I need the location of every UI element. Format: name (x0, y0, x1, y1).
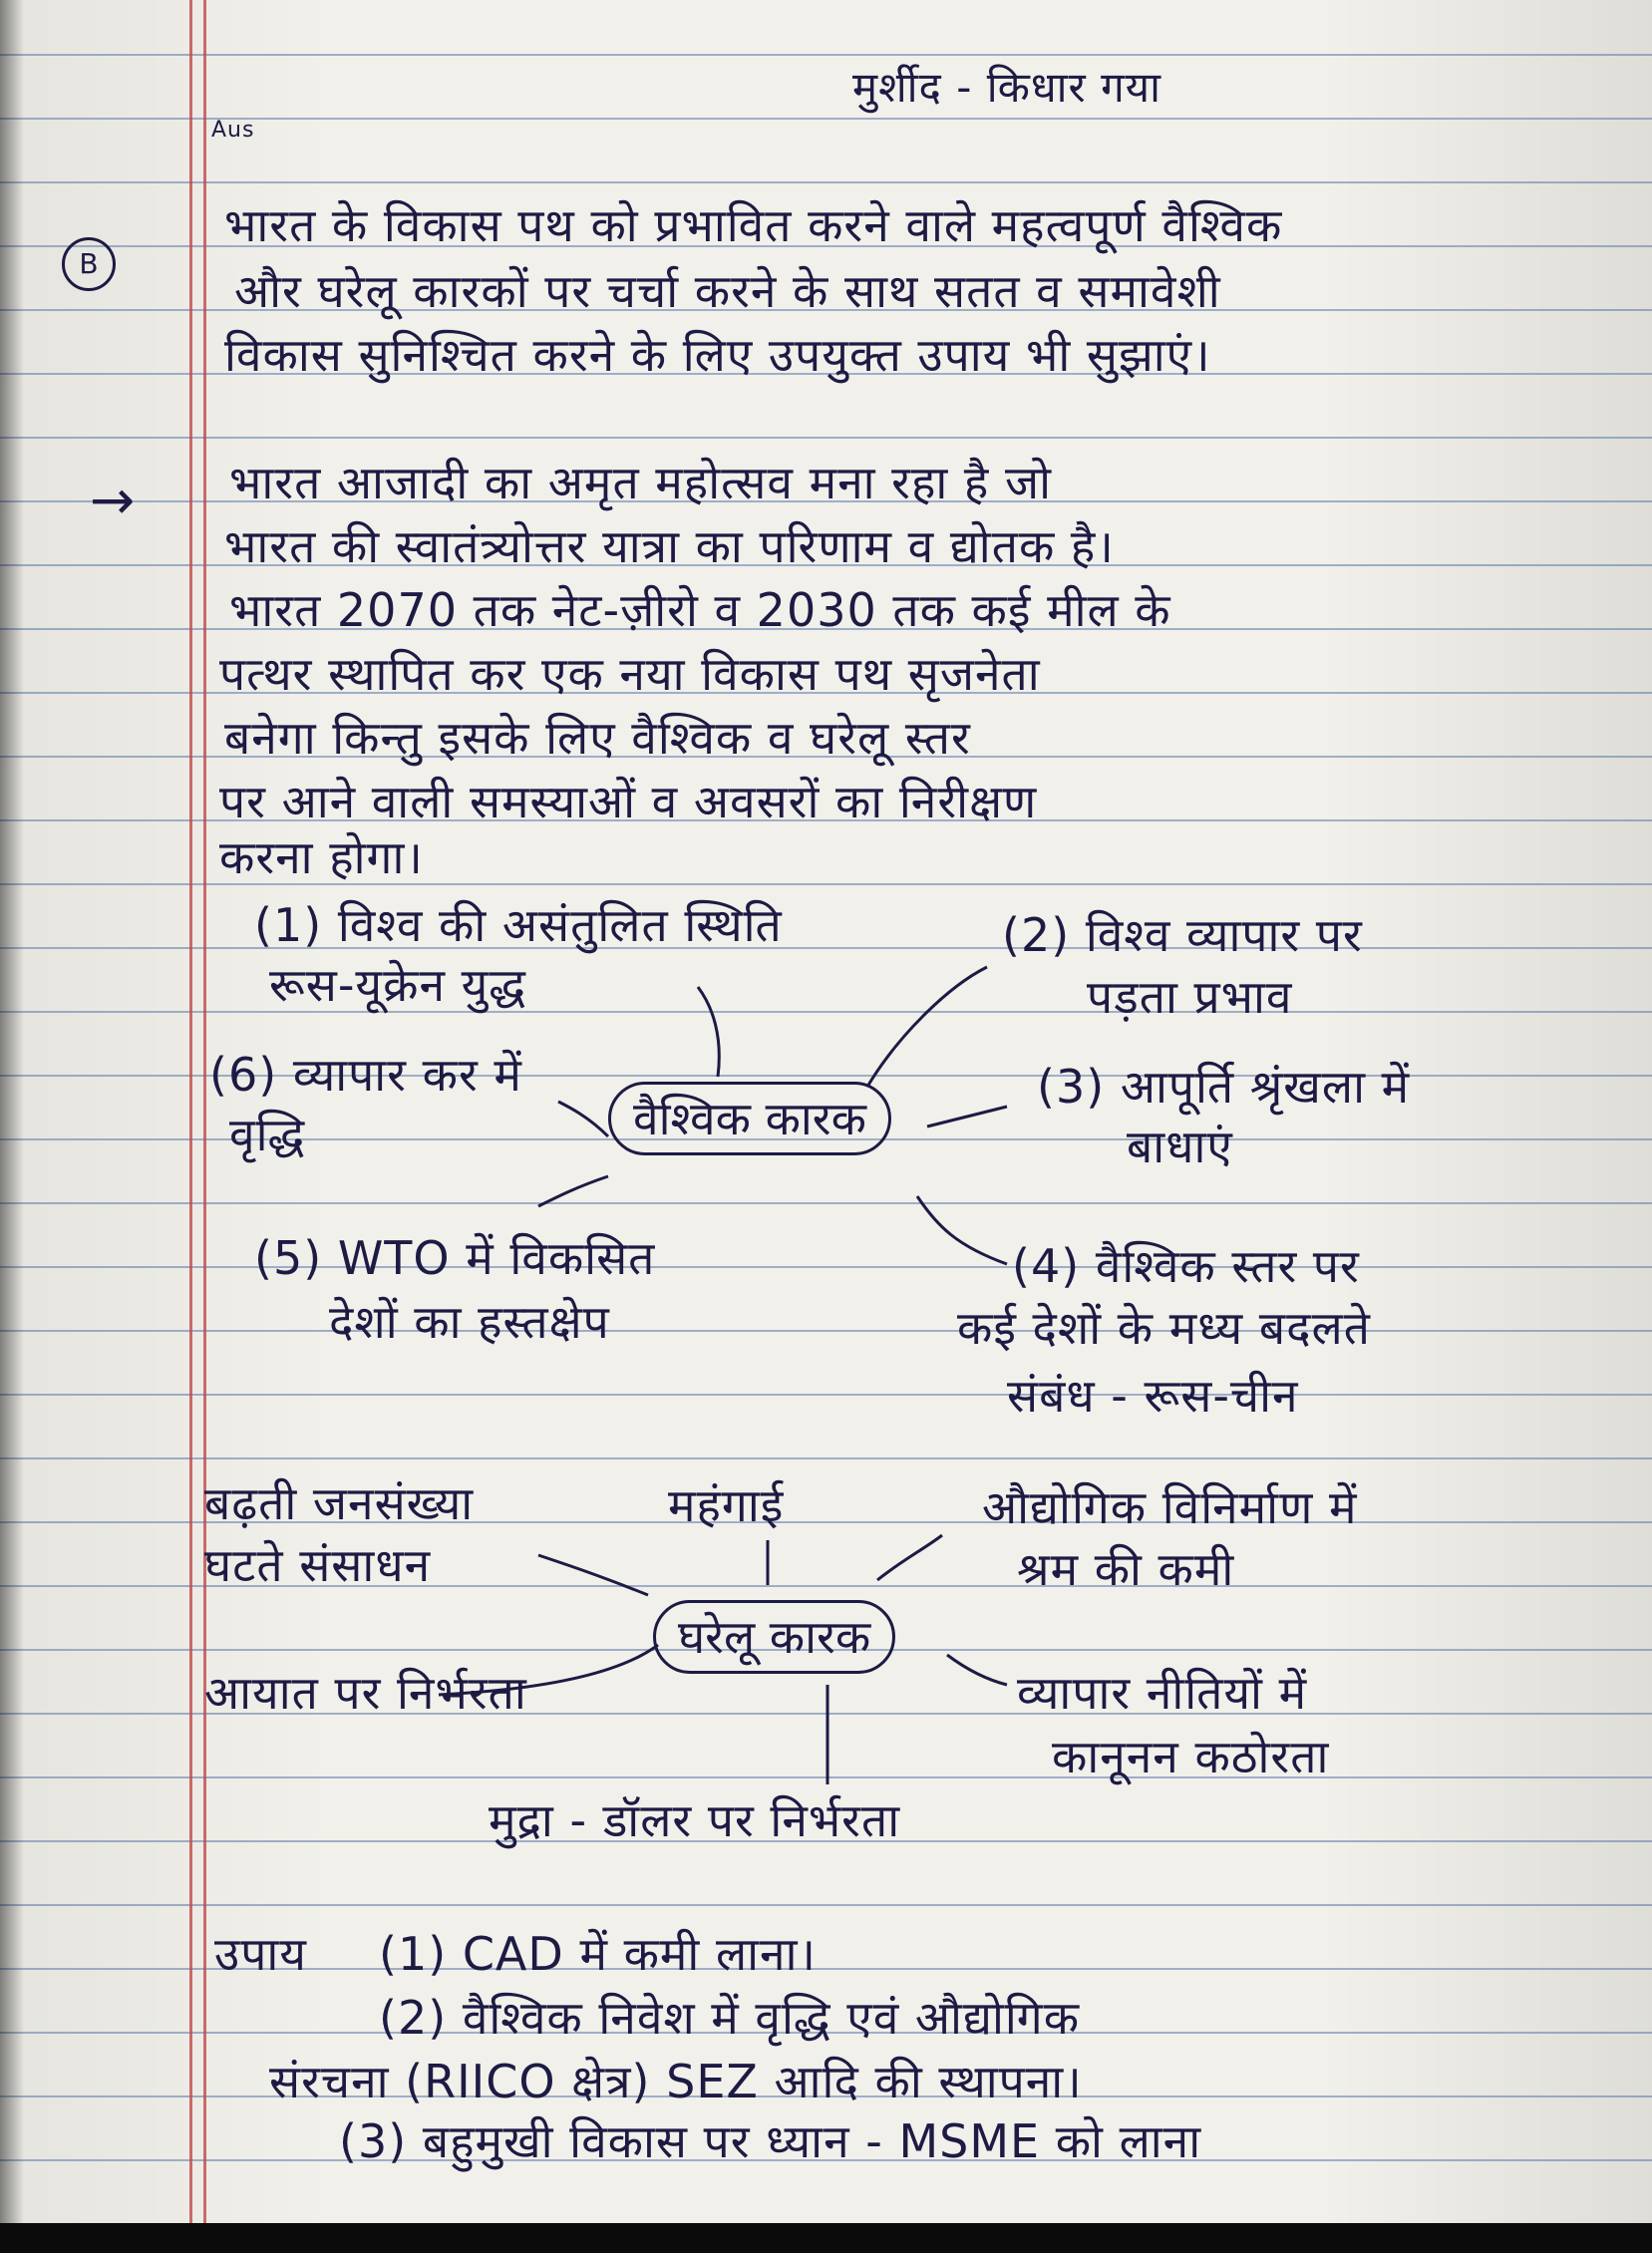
domestic-factor-detail: कानूनन कठोरता (1052, 1730, 1330, 1783)
measure-text: बहुमुखी विकास पर ध्यान - MSME को लाना (422, 2114, 1202, 2168)
global-factor-6: (6) व्यापार कर में (209, 1048, 522, 1102)
answer-line: भारत की स्वातंत्र्योत्तर यात्रा का परिणाम व द्योतक है। (224, 519, 1115, 573)
global-factor-1-detail: रूस-यूक्रेन युद्ध (269, 958, 527, 1012)
question-marker: B (62, 237, 116, 291)
top-mark: Aus (211, 118, 255, 143)
measure-number: 2 (397, 1991, 429, 2045)
domestic-factor: मुद्रा - डॉलर पर निर्भरता (489, 1793, 901, 1847)
global-factor-3-detail: बाधाएं (1127, 1120, 1233, 1173)
domestic-factor: व्यापार नीतियों में (1017, 1666, 1308, 1720)
domestic-factor-detail: घटते संसाधन (204, 1538, 432, 1592)
measure-item-continued: संरचना (RIICO क्षेत्र) SEZ आदि की स्थापना। (269, 2055, 1083, 2108)
answer-line: भारत 2070 तक नेट-ज़ीरो व 2030 तक कई मील के (229, 583, 1171, 637)
measure-item: (2) वैश्विक निवेश में वृद्धि एवं औद्योगिक (379, 1991, 1081, 2045)
global-factor-5: (5) WTO में विकसित (254, 1231, 656, 1285)
question-line: भारत के विकास पथ को प्रभावित करने वाले महत्वपूर्ण वैश्विक (224, 198, 1283, 252)
page-bottom-edge (0, 2223, 1652, 2253)
global-factor-2: (2) विश्व व्यापार पर (1002, 908, 1363, 962)
measures-label: उपाय (214, 1927, 307, 1981)
factor-text: विश्व व्यापार पर (1085, 908, 1363, 962)
global-factor-1: (1) विश्व की असंतुलित स्थिति (254, 898, 783, 952)
question-line: और घरेलू कारकों पर चर्चा करने के साथ सतत व समावेशी (234, 264, 1221, 318)
measure-text: वैश्विक निवेश में वृद्धि एवं औद्योगिक (462, 1991, 1081, 2045)
global-factor-5-detail: देशों का हस्तक्षेप (329, 1295, 610, 1349)
global-factor-4-detail: कई देशों के मध्य बदलते (957, 1301, 1371, 1355)
global-factor-3: (3) आपूर्ति श्रृंखला में (1037, 1060, 1411, 1114)
factor-number: 3 (1055, 1060, 1087, 1114)
factor-text: विश्व की असंतुलित स्थिति (337, 898, 783, 952)
measure-item: (3) बहुमुखी विकास पर ध्यान - MSME को लाना (339, 2114, 1202, 2168)
global-factors-node: वैश्विक कारक (608, 1082, 891, 1155)
answer-line: पत्थर स्थापित कर एक नया विकास पथ सृजनेता (219, 647, 1041, 701)
answer-line: भारत आजादी का अमृत महोत्सव मना रहा है जो (229, 456, 1053, 509)
answer-line: बनेगा किन्तु इसके लिए वैश्विक व घरेलू स्तर (224, 711, 971, 765)
factor-number: 2 (1020, 908, 1052, 962)
measure-number: 3 (357, 2114, 389, 2168)
domestic-factor: महंगाई (668, 1478, 785, 1532)
domestic-factor: बढ़ती जनसंख्या (204, 1476, 475, 1530)
question-line: विकास सुनिश्चित करने के लिए उपयुक्त उपाय भी सुझाएं। (224, 328, 1211, 382)
factor-number: 4 (1030, 1239, 1062, 1293)
domestic-factors-node: घरेलू कारक (653, 1600, 895, 1674)
domestic-factor: आयात पर निर्भरता (204, 1666, 527, 1720)
factor-text: व्यापार कर में (292, 1048, 522, 1102)
factor-text: वैश्विक स्तर पर (1095, 1239, 1360, 1293)
measure-text: CAD में कमी लाना। (462, 1927, 817, 1981)
factor-number: 6 (227, 1048, 259, 1102)
measure-item: (1) CAD में कमी लाना। (379, 1927, 817, 1981)
answer-line: पर आने वाली समस्याओं व अवसरों का निरीक्षण (219, 775, 1038, 828)
factor-number: 5 (272, 1231, 304, 1285)
page-header: मुर्शीद - किधार गया (852, 63, 1161, 112)
factor-number: 1 (272, 898, 304, 952)
answer-line: करना होगा। (219, 830, 424, 884)
global-factor-6-detail: वृद्धि (229, 1108, 306, 1161)
domestic-factor: औद्योगिक विनिर्माण में (982, 1480, 1358, 1534)
answer-arrow-icon: → (90, 469, 136, 531)
measure-number: 1 (397, 1927, 429, 1981)
factor-text: WTO में विकसित (337, 1231, 656, 1285)
factor-text: आपूर्ति श्रृंखला में (1120, 1060, 1411, 1114)
global-factor-4: (4) वैश्विक स्तर पर (1012, 1239, 1360, 1293)
global-factor-2-detail: पड़ता प्रभाव (1087, 970, 1293, 1024)
domestic-factor-detail: श्रम की कमी (1017, 1542, 1235, 1596)
global-factor-4-detail: संबंध - रूस-चीन (1007, 1369, 1299, 1423)
